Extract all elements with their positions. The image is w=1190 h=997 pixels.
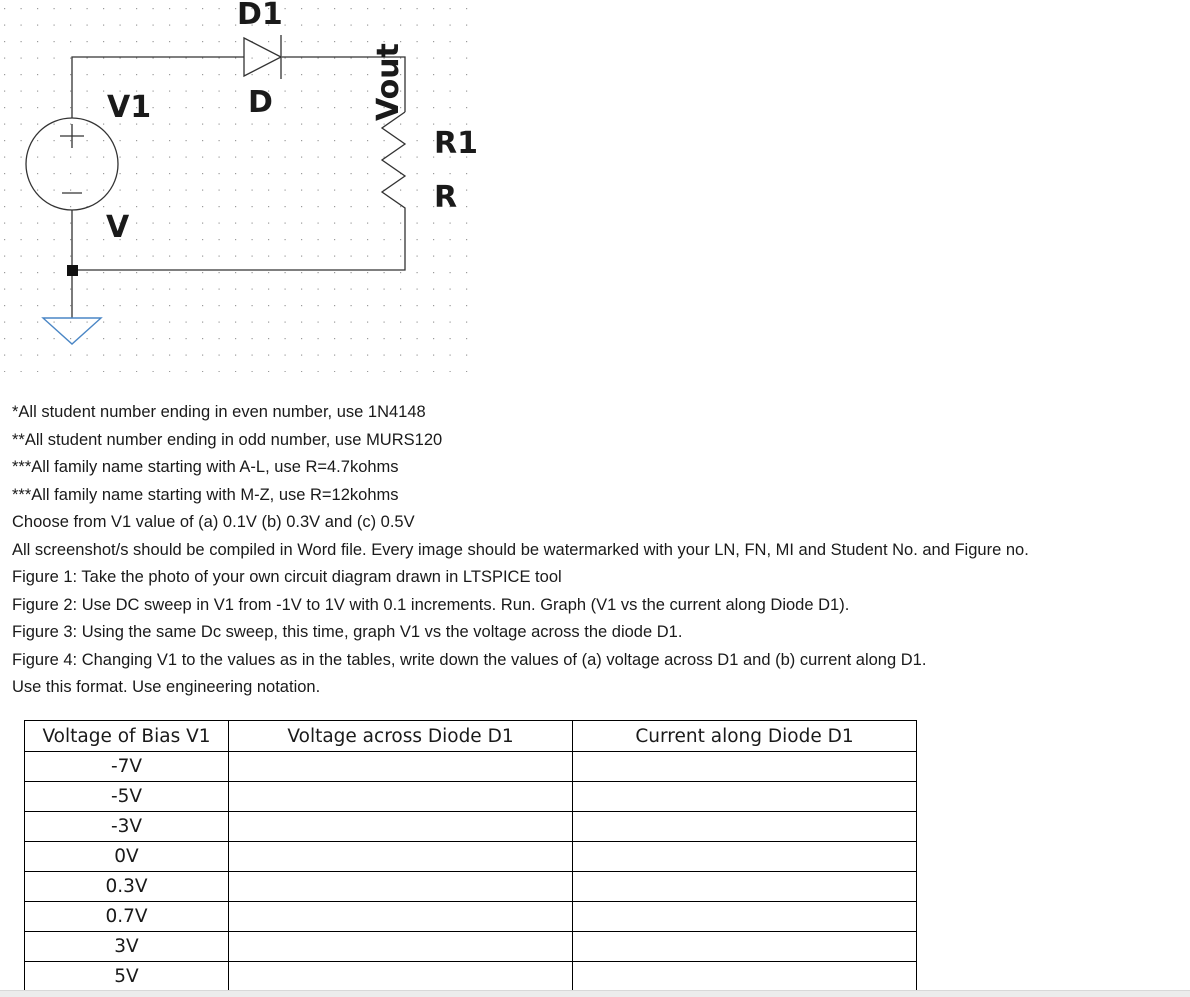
bias-voltage-cell: -3V: [25, 812, 229, 842]
table-row: [25, 872, 917, 902]
diode-voltage-cell[interactable]: [229, 812, 573, 842]
table-row: [25, 902, 917, 932]
bias-voltage-cell: -7V: [25, 752, 229, 782]
diode-current-cell[interactable]: [573, 782, 917, 812]
instructions-list: [12, 399, 1182, 702]
header-voltage-bias: Voltage of Bias V1: [25, 721, 229, 752]
header-current-along-diode: Current along Diode D1: [573, 721, 917, 752]
grid-dots: [4, 0, 482, 372]
diode-current-cell[interactable]: [573, 872, 917, 902]
diode-voltage-cell[interactable]: [229, 752, 573, 782]
bias-voltage-cell: 0.7V: [25, 902, 229, 932]
diode-current-cell[interactable]: [573, 932, 917, 962]
table-row: [25, 752, 917, 782]
diode-current-cell[interactable]: [573, 962, 917, 992]
table-row: [25, 932, 917, 962]
diode-voltage-cell[interactable]: [229, 842, 573, 872]
diode-value-label: D: [248, 85, 273, 120]
instruction-line: Figure 2: Use DC sweep in V1 from -1V to 1V with 0.1 increments. Run. Graph (V1 vs the current along Diode D1).: [12, 595, 850, 614]
table-row: [25, 782, 917, 812]
diode-voltage-cell[interactable]: [229, 932, 573, 962]
source-name-label: V1: [107, 90, 152, 125]
header-voltage-across-diode: Voltage across Diode D1: [229, 721, 573, 752]
table-row: [25, 812, 917, 842]
diode-voltage-cell[interactable]: [229, 872, 573, 902]
instruction-line: *All student number ending in even number, use 1N4148: [12, 403, 426, 421]
table-row: [25, 962, 917, 992]
diode-current-cell[interactable]: [573, 842, 917, 872]
instruction-line: Use this format. Use engineering notation.: [12, 678, 321, 696]
diode-current-cell[interactable]: [573, 752, 917, 782]
instruction-line: Figure 1: Take the photo of your own circuit diagram drawn in LTSPICE tool: [12, 568, 562, 586]
instruction-line: ***All family name starting with M-Z, use R=12kohms: [12, 485, 399, 504]
instruction-line: ***All family name starting with A-L, use R=4.7kohms: [12, 458, 399, 476]
bias-voltage-cell: -5V: [25, 782, 229, 812]
circuit-schematic: [0, 0, 1190, 380]
instruction-line: **All student number ending in odd number, use MURS120: [12, 430, 443, 449]
net-label-vout: Vout: [371, 43, 406, 121]
source-value-label: V: [106, 210, 130, 245]
resistor-name-label: R1: [434, 126, 478, 161]
diode-voltage-cell[interactable]: [229, 782, 573, 812]
diode-current-cell[interactable]: [573, 902, 917, 932]
instruction-line: Choose from V1 value of (a) 0.1V (b) 0.3V and (c) 0.5V: [12, 513, 415, 531]
instruction-line: Figure 4: Changing V1 to the values as in the tables, write down the values of (a) voltage across D1 and (b) current along D1.: [12, 650, 927, 669]
junction-node: [67, 265, 78, 276]
diode-current-cell[interactable]: [573, 812, 917, 842]
values-table: [24, 720, 917, 992]
bias-voltage-cell: 5V: [25, 962, 229, 992]
diode-voltage-cell[interactable]: [229, 902, 573, 932]
instruction-line: Figure 3: Using the same Dc sweep, this time, graph V1 vs the voltage across the diode D1.: [12, 623, 683, 641]
bias-voltage-cell: 3V: [25, 932, 229, 962]
table-row: [25, 842, 917, 872]
diode-voltage-cell[interactable]: [229, 962, 573, 992]
bias-voltage-cell: 0.3V: [25, 872, 229, 902]
resistor-value-label: R: [434, 180, 458, 215]
diode-name-label: D1: [237, 0, 283, 32]
bias-voltage-cell: 0V: [25, 842, 229, 872]
table-header-row: [25, 721, 917, 752]
instruction-line: All screenshot/s should be compiled in Word file. Every image should be watermarked with your LN, FN, MI and Student No. and Figure no.: [12, 540, 1029, 559]
